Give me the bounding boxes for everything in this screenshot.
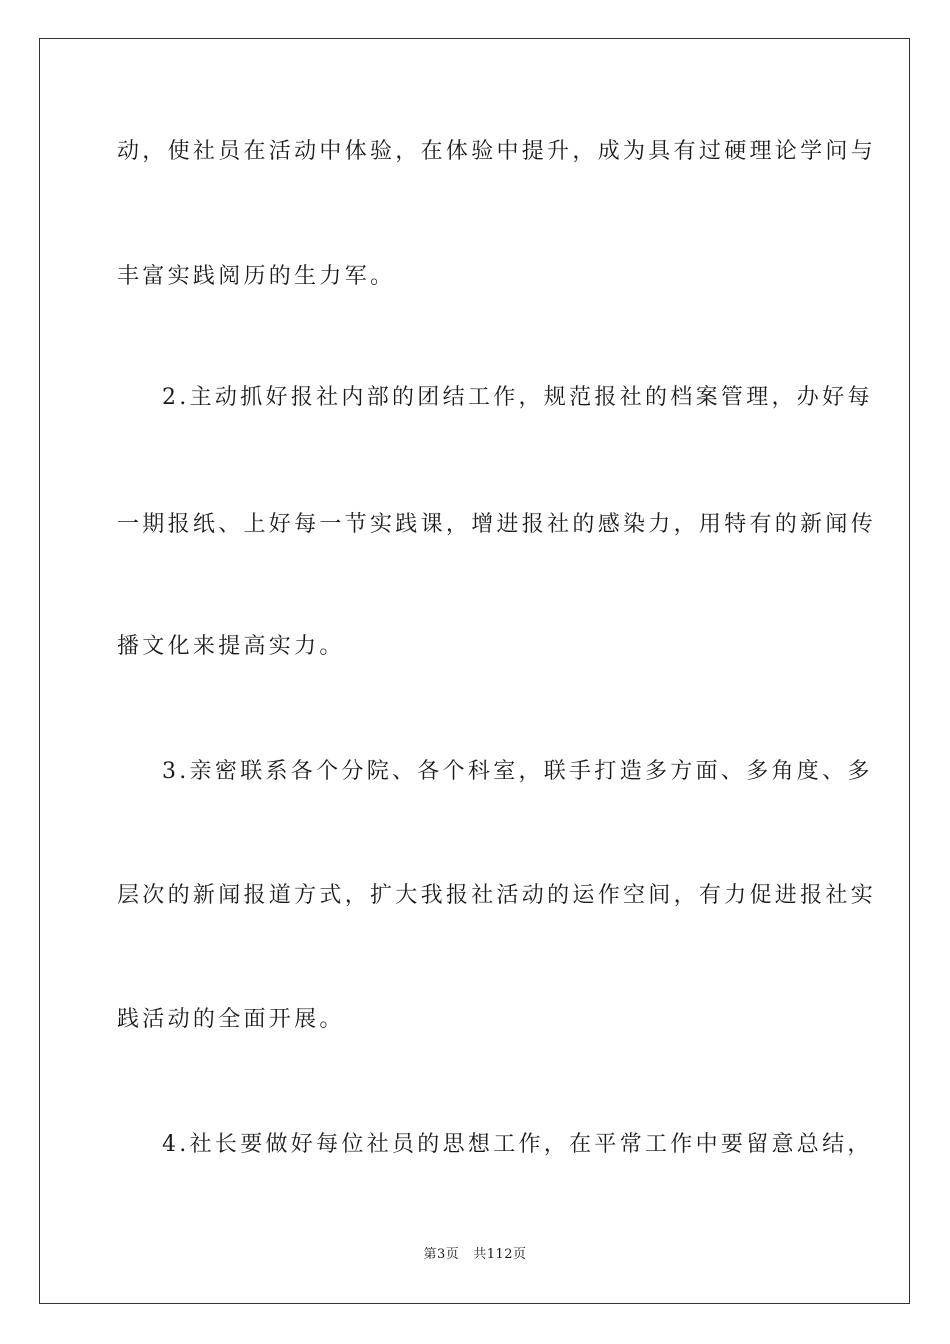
body-text-line: 丰富实践阅历的生力军。 [117,264,396,289]
body-text-line: 一期报纸、上好每一节实践课，增进报社的感染力，用特有的新闻传 [117,512,877,537]
body-text-line: 播文化来提高实力。 [117,634,345,659]
page-number: 第3页 [423,1247,460,1262]
total-pages: 共112页 [473,1247,527,1262]
body-text-line: 层次的新闻报道方式，扩大我报社活动的运作空间，有力促进报社实 [117,883,877,908]
body-text-line: 动，使社员在活动中体验，在体验中提升，成为具有过硬理论学问与 [117,139,877,164]
paragraph-4-start: 4.社长要做好每位社员的思想工作，在平常工作中要留意总结， [162,1132,873,1157]
body-text-line: 践活动的全面开展。 [117,1007,345,1032]
page-border [39,38,910,1304]
page-footer [0,1246,950,1264]
paragraph-2-start: 2.主动抓好报社内部的团结工作，规范报社的档案管理，办好每 [162,385,873,410]
paragraph-3-start: 3.亲密联系各个分院、各个科室，联手打造多方面、多角度、多 [162,759,873,784]
